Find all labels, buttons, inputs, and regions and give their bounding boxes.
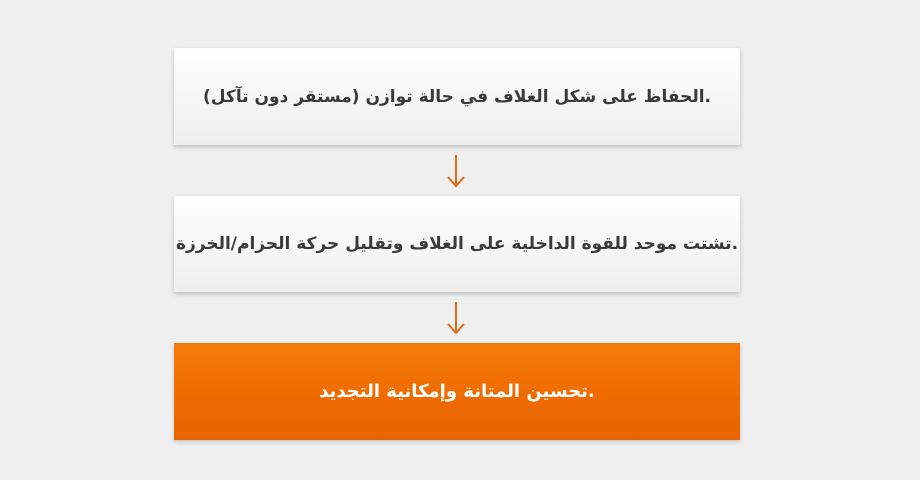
result-box — [174, 343, 740, 440]
step-text-1: .الحفاظ على شكل الغلاف في حالة توازن (مستقر دون تآكل) — [202, 86, 712, 107]
arrow-down-icon — [445, 300, 467, 336]
arrow-down-icon — [445, 153, 467, 189]
step-text-2: .تشتت موحد للقوة الداخلية على الغلاف وتقليل حركة الحزام/الخرزة — [175, 234, 739, 254]
result-text: .تحسين المتانة وإمكانية التجديد — [319, 381, 595, 402]
step-box-1 — [174, 48, 740, 145]
step-box-2 — [174, 196, 740, 292]
